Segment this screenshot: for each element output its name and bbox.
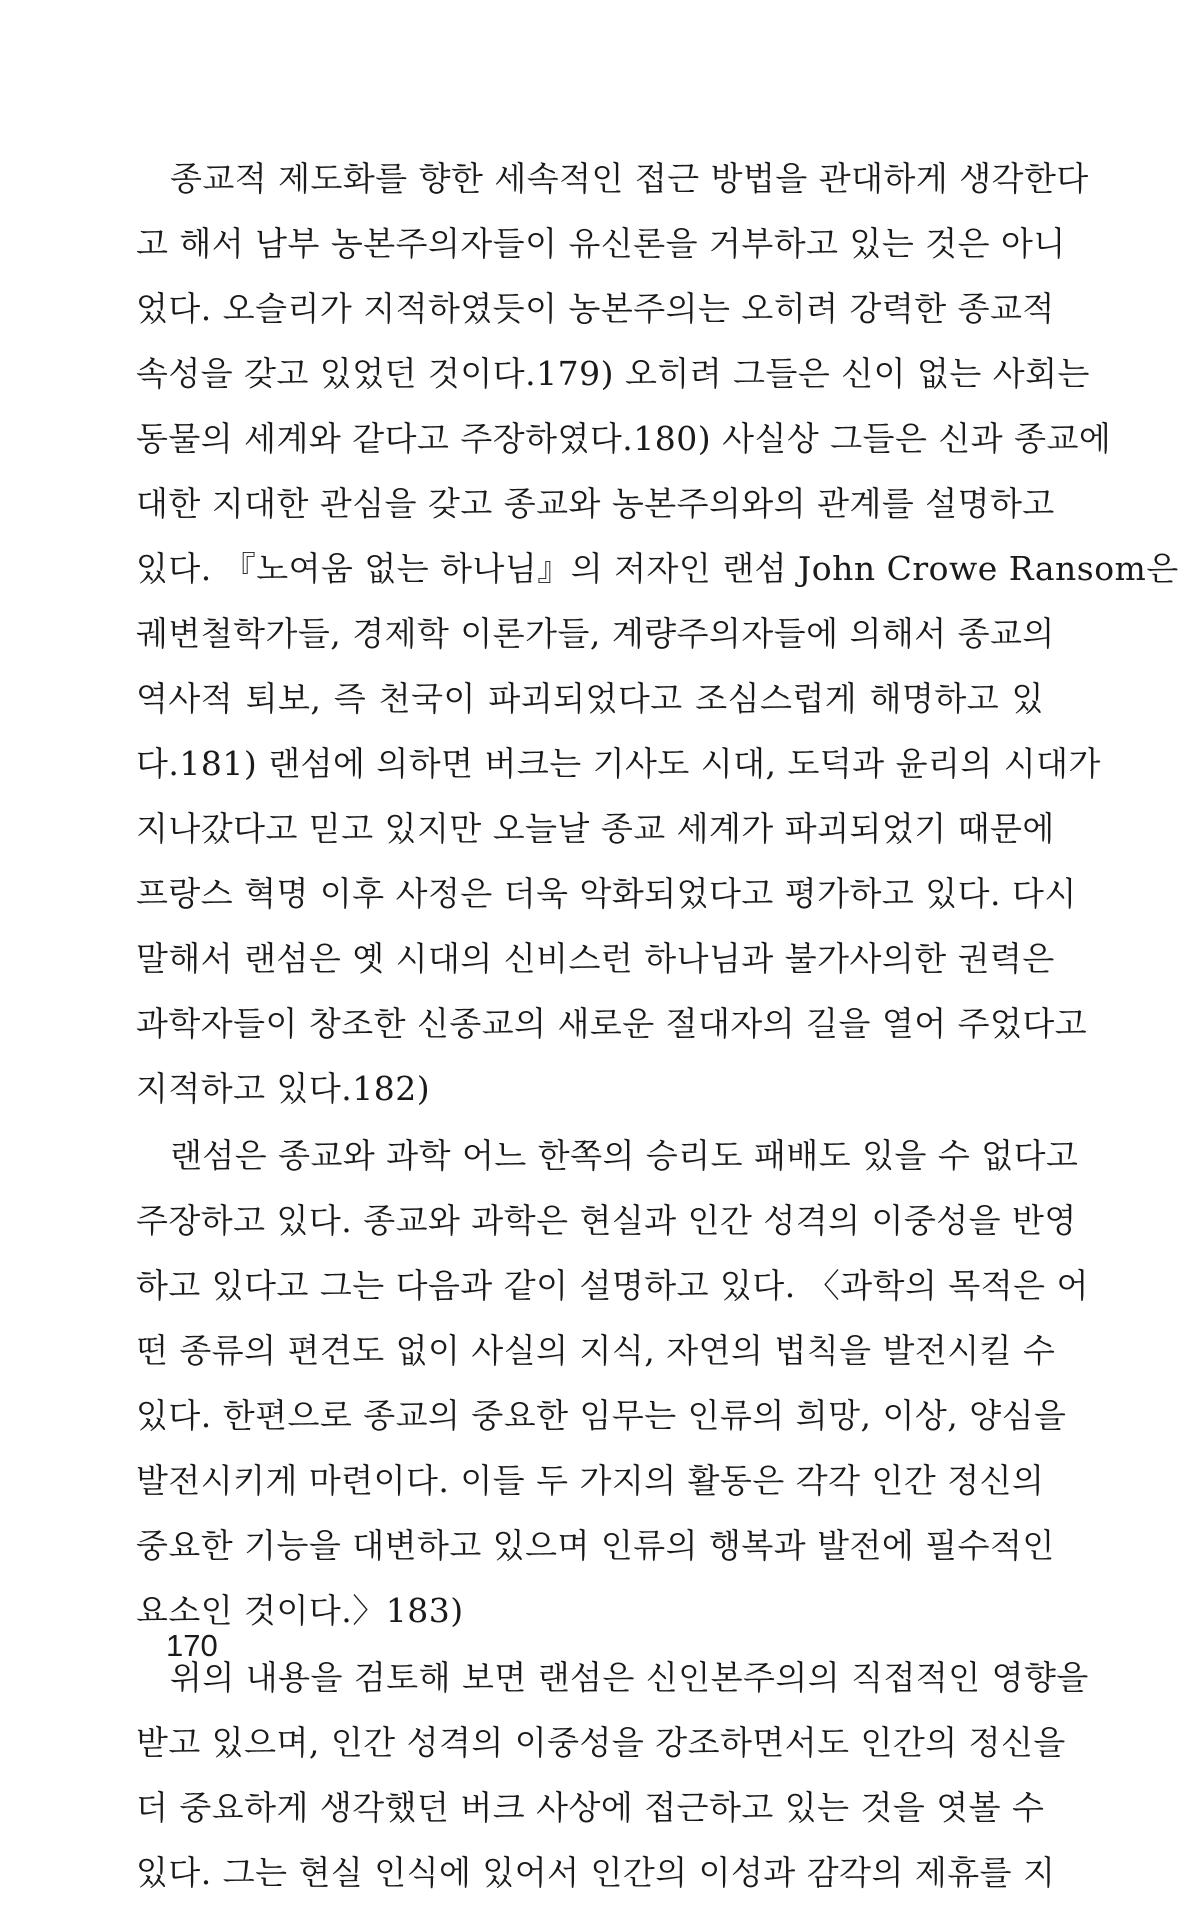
text-line: 랜섬은 종교와 과학 어느 한쪽의 승리도 패배도 있을 수 없다고	[170, 1136, 1079, 1175]
text-line: 궤변철학가들, 경제학 이론가들, 계량주의자들에 의해서 종교의	[136, 614, 1055, 653]
text-line: 발전시키게 마련이다. 이들 두 가지의 활동은 각각 인간 정신의	[136, 1461, 1045, 1500]
text-line: 위의 내용을 검토해 보면 랜섬은 신인본주의의 직접적인 영향을	[170, 1658, 1089, 1697]
text-line: 지나갔다고 믿고 있지만 오늘날 종교 세계가 파괴되었기 때문에	[136, 809, 1055, 848]
text-line: 고 해서 남부 농본주의자들이 유신론을 거부하고 있는 것은 아니	[136, 224, 1066, 263]
text-line: 역사적 퇴보, 즉 천국이 파괴되었다고 조심스럽게 해명하고 있	[136, 679, 1044, 718]
text-line: 더 중요하게 생각했던 버크 사상에 접근하고 있는 것을 엿볼 수	[136, 1788, 1045, 1827]
body-text	[136, 146, 1179, 1905]
text-line: 있다. 『노여움 없는 하나님』의 저자인 랜섬 John Crowe Ransom은	[136, 549, 1179, 588]
text-line: 받고 있으며, 인간 성격의 이중성을 강조하면서도 인간의 정신을	[136, 1723, 1066, 1762]
text-line: 속성을 갖고 있었던 것이다.179) 오히려 그들은 신이 없는 사회는	[136, 354, 1090, 393]
text-line: 주장하고 있다. 종교와 과학은 현실과 인간 성격의 이중성을 반영	[136, 1201, 1077, 1240]
text-line: 프랑스 혁명 이후 사정은 더욱 악화되었다고 평가하고 있다. 다시	[136, 874, 1077, 913]
text-line: 말해서 랜섬은 옛 시대의 신비스런 하나님과 불가사의한 권력은	[136, 939, 1055, 978]
text-line: 었다. 오슬리가 지적하였듯이 농본주의는 오히려 강력한 종교적	[136, 289, 1055, 328]
text-line: 있다. 한편으로 종교의 중요한 임무는 인류의 희망, 이상, 양심을	[136, 1396, 1067, 1435]
text-line: 동물의 세계와 같다고 주장하였다.180) 사실상 그들은 신과 종교에	[136, 419, 1112, 458]
text-line: 종교적 제도화를 향한 세속적인 접근 방법을 관대하게 생각한다	[170, 159, 1089, 198]
text-line: 대한 지대한 관심을 갖고 종교와 농본주의와의 관계를 설명하고	[136, 484, 1055, 523]
text-line: 다.181) 랜섬에 의하면 버크는 기사도 시대, 도덕과 윤리의 시대가	[136, 744, 1101, 783]
text-line: 떤 종류의 편견도 없이 사실의 지식, 자연의 법칙을 발전시킬 수	[136, 1331, 1056, 1370]
text-line: 중요한 기능을 대변하고 있으며 인류의 행복과 발전에 필수적인	[136, 1526, 1055, 1565]
text-line: 지적하고 있다.182)	[136, 1069, 431, 1108]
text-line: 하고 있다고 그는 다음과 같이 설명하고 있다. 〈과학의 목적은 어	[136, 1266, 1089, 1305]
text-line: 있다. 그는 현실 인식에 있어서 인간의 이성과 감각의 제휴를 지	[136, 1853, 1056, 1892]
page-number: 170	[166, 1628, 218, 1663]
text-line: 과학자들이 창조한 신종교의 새로운 절대자의 길을 열어 주었다고	[136, 1004, 1088, 1043]
text-line: 요소인 것이다.〉183)	[136, 1591, 464, 1630]
